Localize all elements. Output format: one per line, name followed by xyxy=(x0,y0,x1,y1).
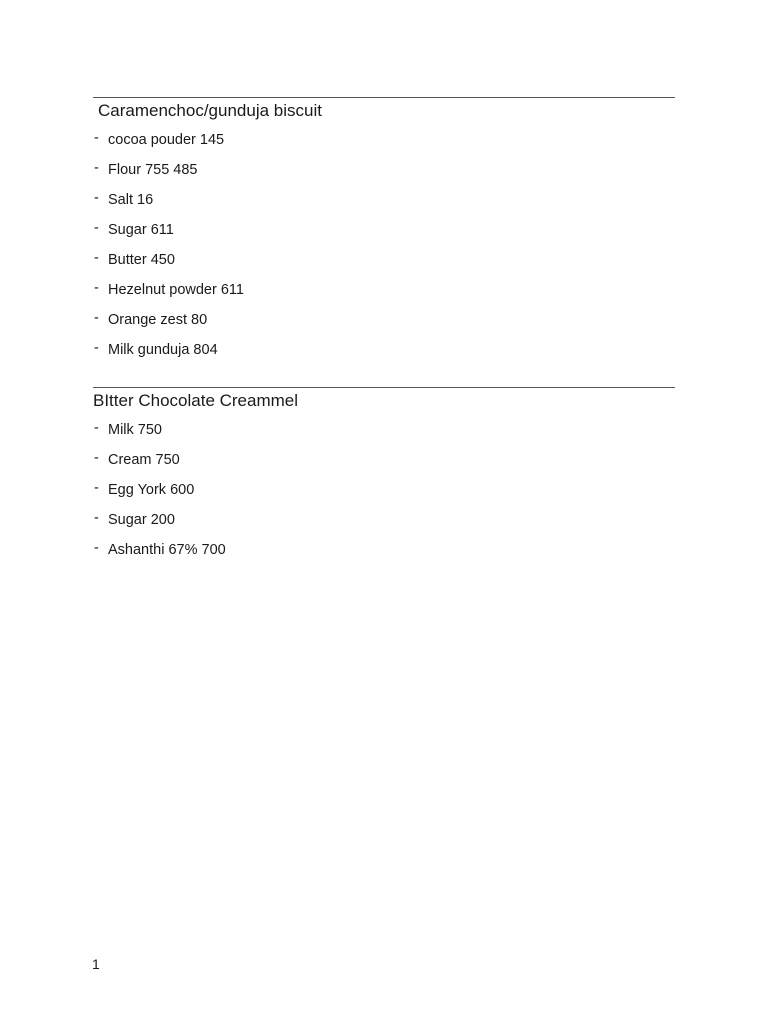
ingredient-item xyxy=(93,481,675,511)
ingredient-item xyxy=(93,541,675,571)
section-divider xyxy=(93,97,675,98)
list-dash: - xyxy=(94,130,99,146)
ingredient-text: Orange zest 80 xyxy=(108,312,208,328)
recipe-section-creammel xyxy=(93,387,675,571)
ingredient-item xyxy=(93,281,675,311)
list-dash: - xyxy=(94,250,99,266)
section-title: Caramenchoc/gunduja biscuit xyxy=(98,101,322,120)
list-dash: - xyxy=(94,510,99,526)
page-number: 1 xyxy=(92,956,100,972)
ingredient-item xyxy=(93,421,675,451)
list-dash: - xyxy=(94,420,99,436)
section-title: BItter Chocolate Creammel xyxy=(93,391,299,410)
list-dash: - xyxy=(94,190,99,206)
ingredient-text: Milk gunduja 804 xyxy=(108,342,218,358)
ingredient-text: Flour 755 485 xyxy=(108,162,198,178)
list-dash: - xyxy=(94,540,99,556)
ingredient-item xyxy=(93,341,675,371)
ingredient-text: Butter 450 xyxy=(108,252,175,268)
ingredient-text: cocoa pouder 145 xyxy=(108,132,225,148)
list-dash: - xyxy=(94,450,99,466)
list-dash: - xyxy=(94,160,99,176)
ingredient-text: Egg York 600 xyxy=(108,482,195,498)
recipe-section-biscuit xyxy=(93,97,675,371)
ingredient-item xyxy=(93,311,675,341)
ingredient-item xyxy=(93,511,675,541)
list-dash: - xyxy=(94,480,99,496)
ingredient-text: Cream 750 xyxy=(108,452,180,468)
ingredient-item xyxy=(93,251,675,281)
ingredient-text: Milk 750 xyxy=(108,422,162,438)
ingredient-item xyxy=(93,131,675,161)
list-dash: - xyxy=(94,340,99,356)
ingredient-item xyxy=(93,191,675,221)
ingredient-text: Sugar 611 xyxy=(108,222,174,238)
ingredient-list xyxy=(93,421,675,571)
section-divider xyxy=(93,387,675,388)
ingredient-item xyxy=(93,161,675,191)
ingredient-item xyxy=(93,221,675,251)
ingredient-text: Salt 16 xyxy=(108,192,154,208)
list-dash: - xyxy=(94,280,99,296)
list-dash: - xyxy=(94,220,99,236)
ingredient-text: Sugar 200 xyxy=(108,512,175,528)
ingredient-text: Hezelnut powder 611 xyxy=(108,282,244,298)
ingredient-list xyxy=(93,131,675,371)
ingredient-item xyxy=(93,451,675,481)
ingredient-text: Ashanthi 67% 700 xyxy=(108,542,226,558)
list-dash: - xyxy=(94,310,99,326)
